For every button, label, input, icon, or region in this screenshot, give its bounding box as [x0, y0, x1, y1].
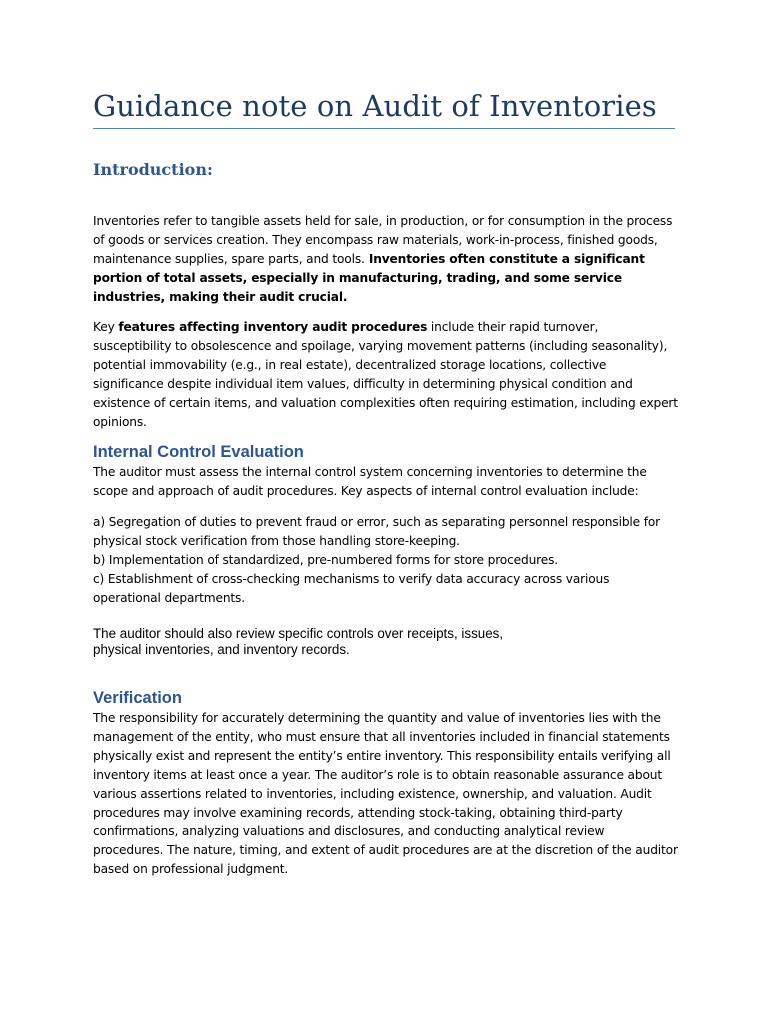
- internal-control-review-note: [93, 626, 503, 658]
- introduction-paragraph-1-emphasis: Inventories often constitute a significant portion of total assets, especially in manufacturing, trading, and some service industries, making their audit crucial.: [93, 251, 645, 304]
- internal-control-item-b: b) Implementation of standardized, pre-numbered forms for store procedures.: [93, 552, 559, 567]
- internal-control-intro: The auditor must assess the internal control system concerning inventories to determine the scope and approach of audit procedures. Key aspects of internal control evaluation include:: [93, 465, 647, 498]
- internal-control-heading: Internal Control Evaluation: [93, 443, 304, 461]
- introduction-paragraph-1-text: Inventories refer to tangible assets held for sale, in production, or for consumption in the process of goods or services creation. They encompass raw materials, work-in-process, finished goods, maintenance supplies, spare parts, and tools.: [93, 214, 673, 266]
- introduction-paragraph-2-emphasis: features affecting inventory audit procedures: [118, 320, 428, 334]
- internal-control-review-line-1: The auditor should also review specific controls over receipts, issues,: [93, 626, 504, 641]
- internal-control-review-line-2: physical inventories, and inventory records.: [93, 642, 350, 657]
- introduction-paragraph-2-text: include their rapid turnover, susceptibility to obsolescence and spoilage, varying movement patterns (including seasonality), potential immovability (e.g., in real estate), decentralized storage locations, collective significance despite individual item values, difficulty in determining physical condition and existence of certain items, and valuation complexities often requiring estimation, including expert opinions.: [93, 320, 678, 429]
- introduction-paragraph-2-lead: Key: [93, 320, 119, 334]
- introduction-paragraph-1: [93, 212, 678, 307]
- verification-paragraph: The responsibility for accurately determining the quantity and value of inventories lies with the management of the entity, who must ensure that all inventories included in financial statements physically exist and represent the entity’s entire inventory. This responsibility entails verifying all inventory items at least once a year. The auditor’s role is to obtain reasonable assurance about various assertions related to inventories, including existence, ownership, and valuation. Audit procedures may involve examining records, attending stock-taking, obtaining third-party confirmations, analyzing valuations and disclosures, and conducting analytical review procedures. The nature, timing, and extent of audit procedures are at the discretion of the auditor based on professional judgment.: [93, 711, 678, 877]
- document-title: Guidance note on Audit of Inventories: [93, 89, 657, 123]
- introduction-heading: Introduction:: [93, 160, 213, 179]
- internal-control-item-a: a) Segregation of duties to prevent fraud or error, such as separating personnel responsible for physical stock verification from those handling store-keeping.: [93, 515, 661, 548]
- introduction-paragraph-2: [93, 318, 678, 431]
- internal-control-list: [93, 513, 678, 608]
- verification-heading: Verification: [93, 689, 182, 707]
- title-underline: [93, 128, 675, 129]
- internal-control-item-c: c) Establishment of cross-checking mechanisms to verify data accuracy across various operational departments.: [93, 571, 610, 605]
